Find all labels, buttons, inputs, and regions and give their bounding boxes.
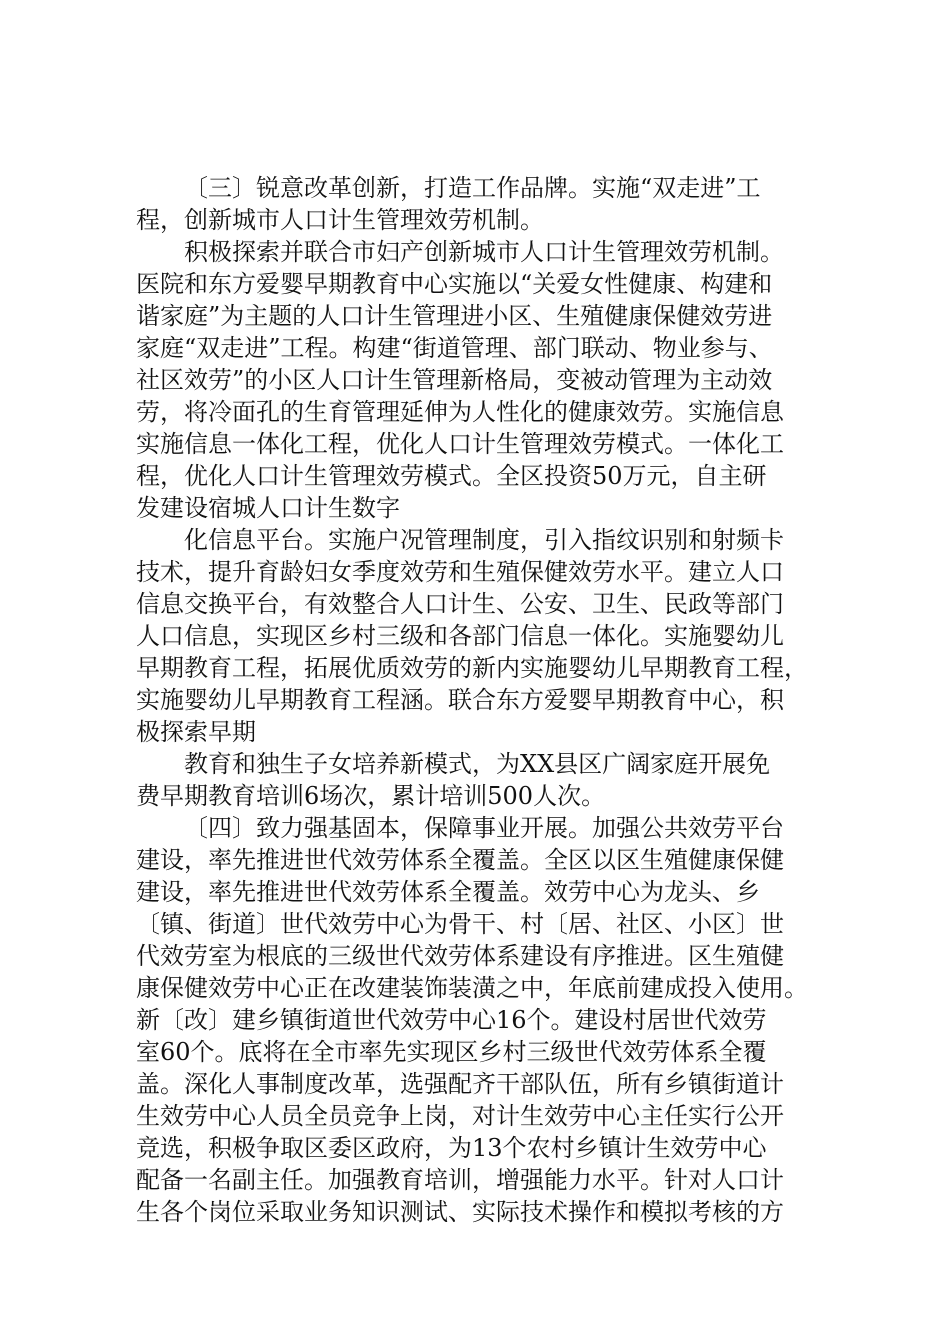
text-line: 建设，率先推进世代效劳体系全覆盖。全区以区生殖健康保健 <box>136 846 784 874</box>
text-line: 〔镇、街道〕世代效劳中心为骨干、村〔居、社区、小区〕世 <box>136 910 784 938</box>
text-line: 教育和独生子女培养新模式，为XX县区广阔家庭开展免 <box>184 750 771 778</box>
text-line: 〔三〕锐意改革创新，打造工作品牌。实施“双走进”工 <box>184 174 761 202</box>
text-line: 竞选，积极争取区委区政府，为13个农村乡镇计生效劳中心 <box>136 1134 767 1162</box>
text-line: 新〔改〕建乡镇街道世代效劳中心16个。建设村居世代效劳 <box>136 1006 767 1034</box>
text-line: 技术，提升育龄妇女季度效劳和生殖保健效劳水平。建立人口 <box>136 558 784 586</box>
text-line: 谐家庭”为主题的人口计生管理进小区、生殖健康保健效劳进 <box>136 302 773 330</box>
text-line: 发建设宿城人口计生数字 <box>136 494 400 522</box>
text-line: 早期教育工程，拓展优质效劳的新内实施婴幼儿早期教育工程， <box>136 654 808 682</box>
text-line: 人口信息，实现区乡村三级和各部门信息一体化。实施婴幼儿 <box>136 622 784 650</box>
document-body <box>136 172 836 1228</box>
text-line: 建设，率先推进世代效劳体系全覆盖。效劳中心为龙头、乡 <box>136 878 760 906</box>
text-line: 程，创新城市人口计生管理效劳机制。 <box>136 206 544 234</box>
text-line: 信息交换平台，有效整合人口计生、公安、卫生、民政等部门 <box>136 590 784 618</box>
text-line: 代效劳室为根底的三级世代效劳体系建设有序推进。区生殖健 <box>136 942 784 970</box>
text-line: 实施婴幼儿早期教育工程涵。联合东方爱婴早期教育中心，积 <box>136 686 784 714</box>
text-line: 生效劳中心人员全员竞争上岗，对计生效劳中心主任实行公开 <box>136 1102 784 1130</box>
text-line: 费早期教育培训6场次，累计培训500人次。 <box>136 782 606 810</box>
text-line: 社区效劳”的小区人口计生管理新格局，变被动管理为主动效 <box>136 366 773 394</box>
text-line: 积极探索并联合市妇产创新城市人口计生管理效劳机制。 <box>184 238 784 266</box>
text-line: 程，优化人口计生管理效劳模式。全区投资50万元，自主研 <box>136 462 767 490</box>
text-line: 生各个岗位采取业务知识测试、实际技术操作和模拟考核的方 <box>136 1198 784 1226</box>
text-line: 实施信息一体化工程，优化人口计生管理效劳模式。一体化工 <box>136 430 784 458</box>
text-line: 家庭“双走进”工程。构建“街道管理、部门联动、物业参与、 <box>136 334 773 362</box>
text-line: 盖。深化人事制度改革，选强配齐干部队伍，所有乡镇街道计 <box>136 1070 784 1098</box>
text-line: 医院和东方爱婴早期教育中心实施以“关爱女性健康、构建和 <box>136 270 773 298</box>
text-line: 康保健效劳中心正在改建装饰装潢之中，年底前建成投入使用。 <box>136 974 808 1002</box>
text-line: 〔四〕致力强基固本，保障事业开展。加强公共效劳平台 <box>184 814 784 842</box>
text-line: 化信息平台。实施户况管理制度，引入指纹识别和射频卡 <box>184 526 784 554</box>
text-line: 劳，将冷面孔的生育管理延伸为人性化的健康效劳。实施信息 <box>136 398 784 426</box>
text-line: 室60个。底将在全市率先实现区乡村三级世代效劳体系全覆 <box>136 1038 767 1066</box>
text-line: 配备一名副主任。加强教育培训，增强能力水平。针对人口计 <box>136 1166 784 1194</box>
text-line: 极探索早期 <box>136 718 256 746</box>
